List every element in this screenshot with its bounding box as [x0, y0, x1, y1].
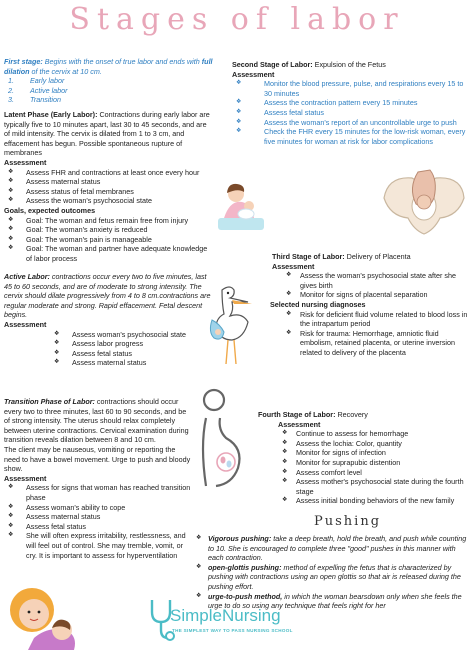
list-item: [236, 127, 470, 146]
third-stage-heading-rest: Delivery of Placenta: [344, 252, 411, 261]
list-item: [8, 95, 229, 105]
list-item-text: Assess woman's ability to cope: [26, 502, 126, 512]
list-item: [286, 271, 470, 290]
list-item-text: Assess FHR and contractions at least once every hour: [26, 167, 200, 177]
list-item-text: Assess the lochia: Color, quantity: [296, 438, 402, 448]
list-item-text: Assess maternal status: [72, 358, 147, 368]
mother-hug-illustration: [4, 580, 90, 650]
bullet-icon: [236, 118, 264, 128]
list-item: [8, 225, 210, 235]
bullet-icon: [8, 168, 26, 178]
stork-illustration: [202, 282, 260, 368]
list-item-text: Monitor for signs of infection: [296, 448, 386, 458]
second-stage-section: [232, 60, 470, 146]
active-assessment-label: Assessment: [4, 319, 47, 329]
list-item: [54, 349, 214, 359]
bullet-icon: [54, 339, 72, 349]
second-stage-heading-rest: Expulsion of the Fetus: [312, 60, 386, 69]
phase-label: Early labor: [30, 76, 65, 86]
list-item-text: Goal: The woman's anxiety is reduced: [26, 225, 148, 235]
list-item: [196, 534, 468, 563]
fourth-stage-assessment-label: Assessment: [278, 419, 321, 429]
latent-text: Contractions during early labor are typically five to 10 minutes apart, last 30 to 45 seconds, and are of mild intensity. The cervix is dilated from 1 to 3 cm, and effacement has begun. Possible spontaneous rupture of membranes: [4, 110, 210, 158]
list-item: [286, 310, 470, 329]
list-item-text: Risk for trauma: Hemorrhage, amniotic fluid embolism, retained placenta, or uterine inversion related to delivery of the placenta: [300, 328, 456, 357]
list-item: [54, 339, 214, 349]
list-item-text: Monitor for signs of placental separation: [300, 290, 428, 300]
list-item: [196, 563, 468, 592]
list-item-text: Goal: The woman and fetus remain free from injury: [26, 215, 189, 225]
latent-phase-section: [4, 110, 210, 264]
list-item-text: Assess the woman's report of an uncontrollable urge to push: [264, 117, 457, 127]
transition-section: [4, 397, 192, 560]
full-dilation-term: full dilation: [4, 57, 213, 76]
list-item: [8, 196, 210, 206]
list-item-text: Assess fetal status: [72, 348, 132, 358]
first-stage-text-a: Begins with the onset of true labor and ends with: [42, 57, 202, 66]
first-stage-intro: [4, 57, 229, 105]
page-title: Stages of labor: [69, 2, 405, 37]
pushing-section: [196, 534, 468, 614]
latent-heading: Latent Phase (Early Labor):: [4, 110, 98, 119]
list-item: [8, 244, 210, 263]
list-item: [236, 108, 470, 118]
list-item-text: Assess the contraction pattern every 15 minutes: [264, 98, 418, 108]
bullet-icon: [8, 483, 26, 502]
list-item: [8, 503, 192, 513]
bullet-icon: [286, 271, 300, 290]
third-stage-assessment-list: [286, 271, 470, 300]
bullet-icon: [8, 235, 26, 245]
list-item: [282, 458, 470, 468]
fourth-stage-heading-rest: Recovery: [335, 410, 368, 419]
bullet-icon: [282, 496, 296, 506]
list-item: [8, 187, 210, 197]
bullet-icon: [282, 458, 296, 468]
bullet-icon: [236, 127, 264, 146]
list-item-text: Check the FHR every 15 minutes for the low-risk woman, every five minutes for woman at risk for labor complications: [264, 127, 466, 146]
third-stage-heading: Third Stage of Labor:: [272, 252, 345, 261]
list-item-text: Assess labor progress: [72, 339, 144, 349]
bullet-icon: [8, 244, 26, 263]
bullet-icon: [286, 329, 300, 358]
list-item-text: Assess woman's psychosocial state: [72, 329, 187, 339]
bullet-icon: [8, 531, 26, 560]
list-item-text: Assess maternal status: [26, 177, 101, 187]
bullet-icon: [54, 358, 72, 368]
list-item: [282, 477, 470, 496]
pushing-term: open-glottis pushing:: [208, 562, 282, 572]
first-stage-text-b: of the cervix at 10 cm.: [29, 66, 102, 76]
active-assessment-list: [54, 330, 214, 368]
list-item: [282, 439, 470, 449]
second-stage-list: [236, 79, 470, 146]
phase-list: [8, 76, 229, 105]
diagnoses-label: Selected nursing diagnoses: [270, 299, 366, 309]
mother-baby-illustration: [216, 176, 266, 240]
fourth-stage-heading: Fourth Stage of Labor:: [258, 410, 336, 419]
latent-assessment-label: Assessment: [4, 157, 47, 167]
list-item: [282, 496, 470, 506]
pushing-text: method of expelling the fetus that is characterized by pushing with contractions using an open glottis so that air is released during the pushing effort.: [208, 562, 461, 591]
goals-label: Goals, expected outcomes: [4, 205, 96, 215]
bullet-icon: [8, 216, 26, 226]
list-item: [54, 330, 214, 340]
list-item: [8, 531, 192, 560]
list-item-text: Assess initial bonding behaviors of the new family: [296, 496, 455, 506]
first-stage-label: First stage:: [4, 57, 43, 66]
list-item-text: Assess for signs that woman has reached transition phase: [26, 483, 191, 502]
pelvis-fetus-illustration: [378, 168, 470, 248]
bullet-icon: [236, 98, 264, 108]
bullet-icon: [236, 79, 264, 98]
bullet-icon: [54, 349, 72, 359]
pushing-term: urge-to-push method,: [208, 591, 283, 601]
bullet-icon: [8, 177, 26, 187]
pushing-term: Vigorous pushing:: [208, 534, 272, 543]
list-item-text: Goal: The woman's pain is manageable: [26, 234, 152, 244]
list-item-text: Monitor the blood pressure, pulse, and respirations every 15 to 30 minutes: [264, 79, 464, 98]
list-item: [286, 329, 470, 358]
goals-list: [8, 216, 210, 264]
transition-text-2: The client may be nauseous, vomiting or reporting the need to have a bowel movement. Urge to push and bloody show.: [4, 444, 191, 474]
active-heading: Active Labor:: [4, 272, 50, 281]
transition-assessment-label: Assessment: [4, 473, 47, 483]
active-labor-section: [4, 272, 214, 368]
list-item-text: She will often express irritability, restlessness, and will feel out of control. She may tremble, vomit, or cry. It is important to assess for hyperventilation: [26, 531, 186, 560]
logo-tagline: THE SIMPLEST WAY TO PASS NURSING SCHOOL: [172, 628, 293, 633]
list-item: [236, 98, 470, 108]
phase-number: 2.: [8, 85, 14, 95]
bullet-icon: [282, 477, 296, 496]
bullet-icon: [282, 439, 296, 449]
phase-number: 3.: [8, 95, 14, 105]
list-item: [8, 235, 210, 245]
list-item: [282, 468, 470, 478]
list-item-text: Assess comfort level: [296, 467, 362, 477]
transition-text: contractions should occur every two to three minutes, last 60 to 90 seconds, and be of strong intensity. The uterus should relax completely between uterine contractions. Cervical examination during transition reveals dilation between 8 and 10 cm.: [4, 397, 189, 445]
bullet-icon: [282, 468, 296, 478]
list-item: [236, 79, 470, 98]
pushing-text: in which the woman bearsdown only when she feels the urge to do so using any technique that feels right for her: [208, 591, 462, 611]
list-item: [8, 512, 192, 522]
bullet-icon: [8, 503, 26, 513]
bullet-icon: [286, 290, 300, 300]
pushing-text: take a deep breath, hold the breath, and push while counting to 10. She is encouraged to complete three "good" pushes in this manner with each contraction.: [208, 534, 467, 563]
list-item: [8, 177, 210, 187]
pushing-title: Pushing: [314, 514, 382, 529]
active-text: contractions occur every two to five minutes, last 45 to 60 seconds, and are of moderate to strong intensity. The cervix should dilate progressively from 4 to 8 cm.contractions are regular moderate and strong. Rapid effacement. Fetal descent begins.: [4, 272, 211, 320]
bullet-icon: [196, 534, 208, 563]
transition-assessment-list: [8, 483, 192, 560]
list-item: [8, 216, 210, 226]
phase-label: Transition: [30, 95, 62, 105]
list-item: [8, 483, 192, 502]
list-item-text: Assess mother's psychosocial state during the fourth stage: [296, 477, 464, 496]
bullet-icon: [196, 563, 208, 592]
list-item-text: Assess the woman's psychosocial state after she gives birth: [300, 271, 456, 290]
list-item: [282, 429, 470, 439]
list-item-text: Monitor for suprapubic distention: [296, 457, 401, 467]
latent-assessment-list: [8, 168, 210, 206]
list-item-text: Assess the woman's psychosocial state: [26, 196, 153, 206]
list-item-text: Risk for deficient fluid volume related to blood loss in the intrapartum period: [300, 309, 468, 329]
pushing-list: [196, 534, 468, 611]
diagnoses-list: [286, 310, 470, 358]
pregnant-silhouette-icon: [190, 386, 254, 492]
bullet-icon: [282, 429, 296, 439]
bullet-icon: [8, 522, 26, 532]
list-item: [282, 448, 470, 458]
phase-label: Active labor: [30, 85, 68, 95]
list-item-text: Assess maternal status: [26, 512, 101, 522]
second-stage-assessment-label: Assessment: [232, 69, 275, 79]
bullet-icon: [8, 512, 26, 522]
list-item: [8, 76, 229, 86]
bullet-icon: [8, 225, 26, 235]
list-item-text: Continue to assess for hemorrhage: [296, 429, 409, 439]
bullet-icon: [236, 108, 264, 118]
third-stage-section: [272, 252, 470, 358]
list-item: [286, 290, 470, 300]
second-stage-heading: Second Stage of Labor:: [232, 60, 313, 69]
bullet-icon: [8, 196, 26, 206]
list-item: [8, 86, 229, 96]
list-item: [8, 522, 192, 532]
list-item-text: Assess fetal status: [264, 107, 324, 117]
phase-number: 1.: [8, 76, 14, 86]
bullet-icon: [8, 187, 26, 197]
list-item-text: Goal: The woman and partner have adequate knowledge of labor process: [26, 244, 208, 263]
list-item-text: Assess status of fetal membranes: [26, 186, 134, 196]
bullet-icon: [282, 448, 296, 458]
list-item: [54, 358, 214, 368]
third-stage-assessment-label: Assessment: [272, 261, 315, 271]
transition-heading: Transition Phase of Labor:: [4, 397, 95, 406]
list-item: [236, 118, 470, 128]
bullet-icon: [54, 330, 72, 340]
logo-name: SimpleNursing: [170, 606, 281, 625]
list-item-text: Assess fetal status: [26, 521, 86, 531]
bullet-icon: [286, 310, 300, 329]
list-item: [8, 168, 210, 178]
